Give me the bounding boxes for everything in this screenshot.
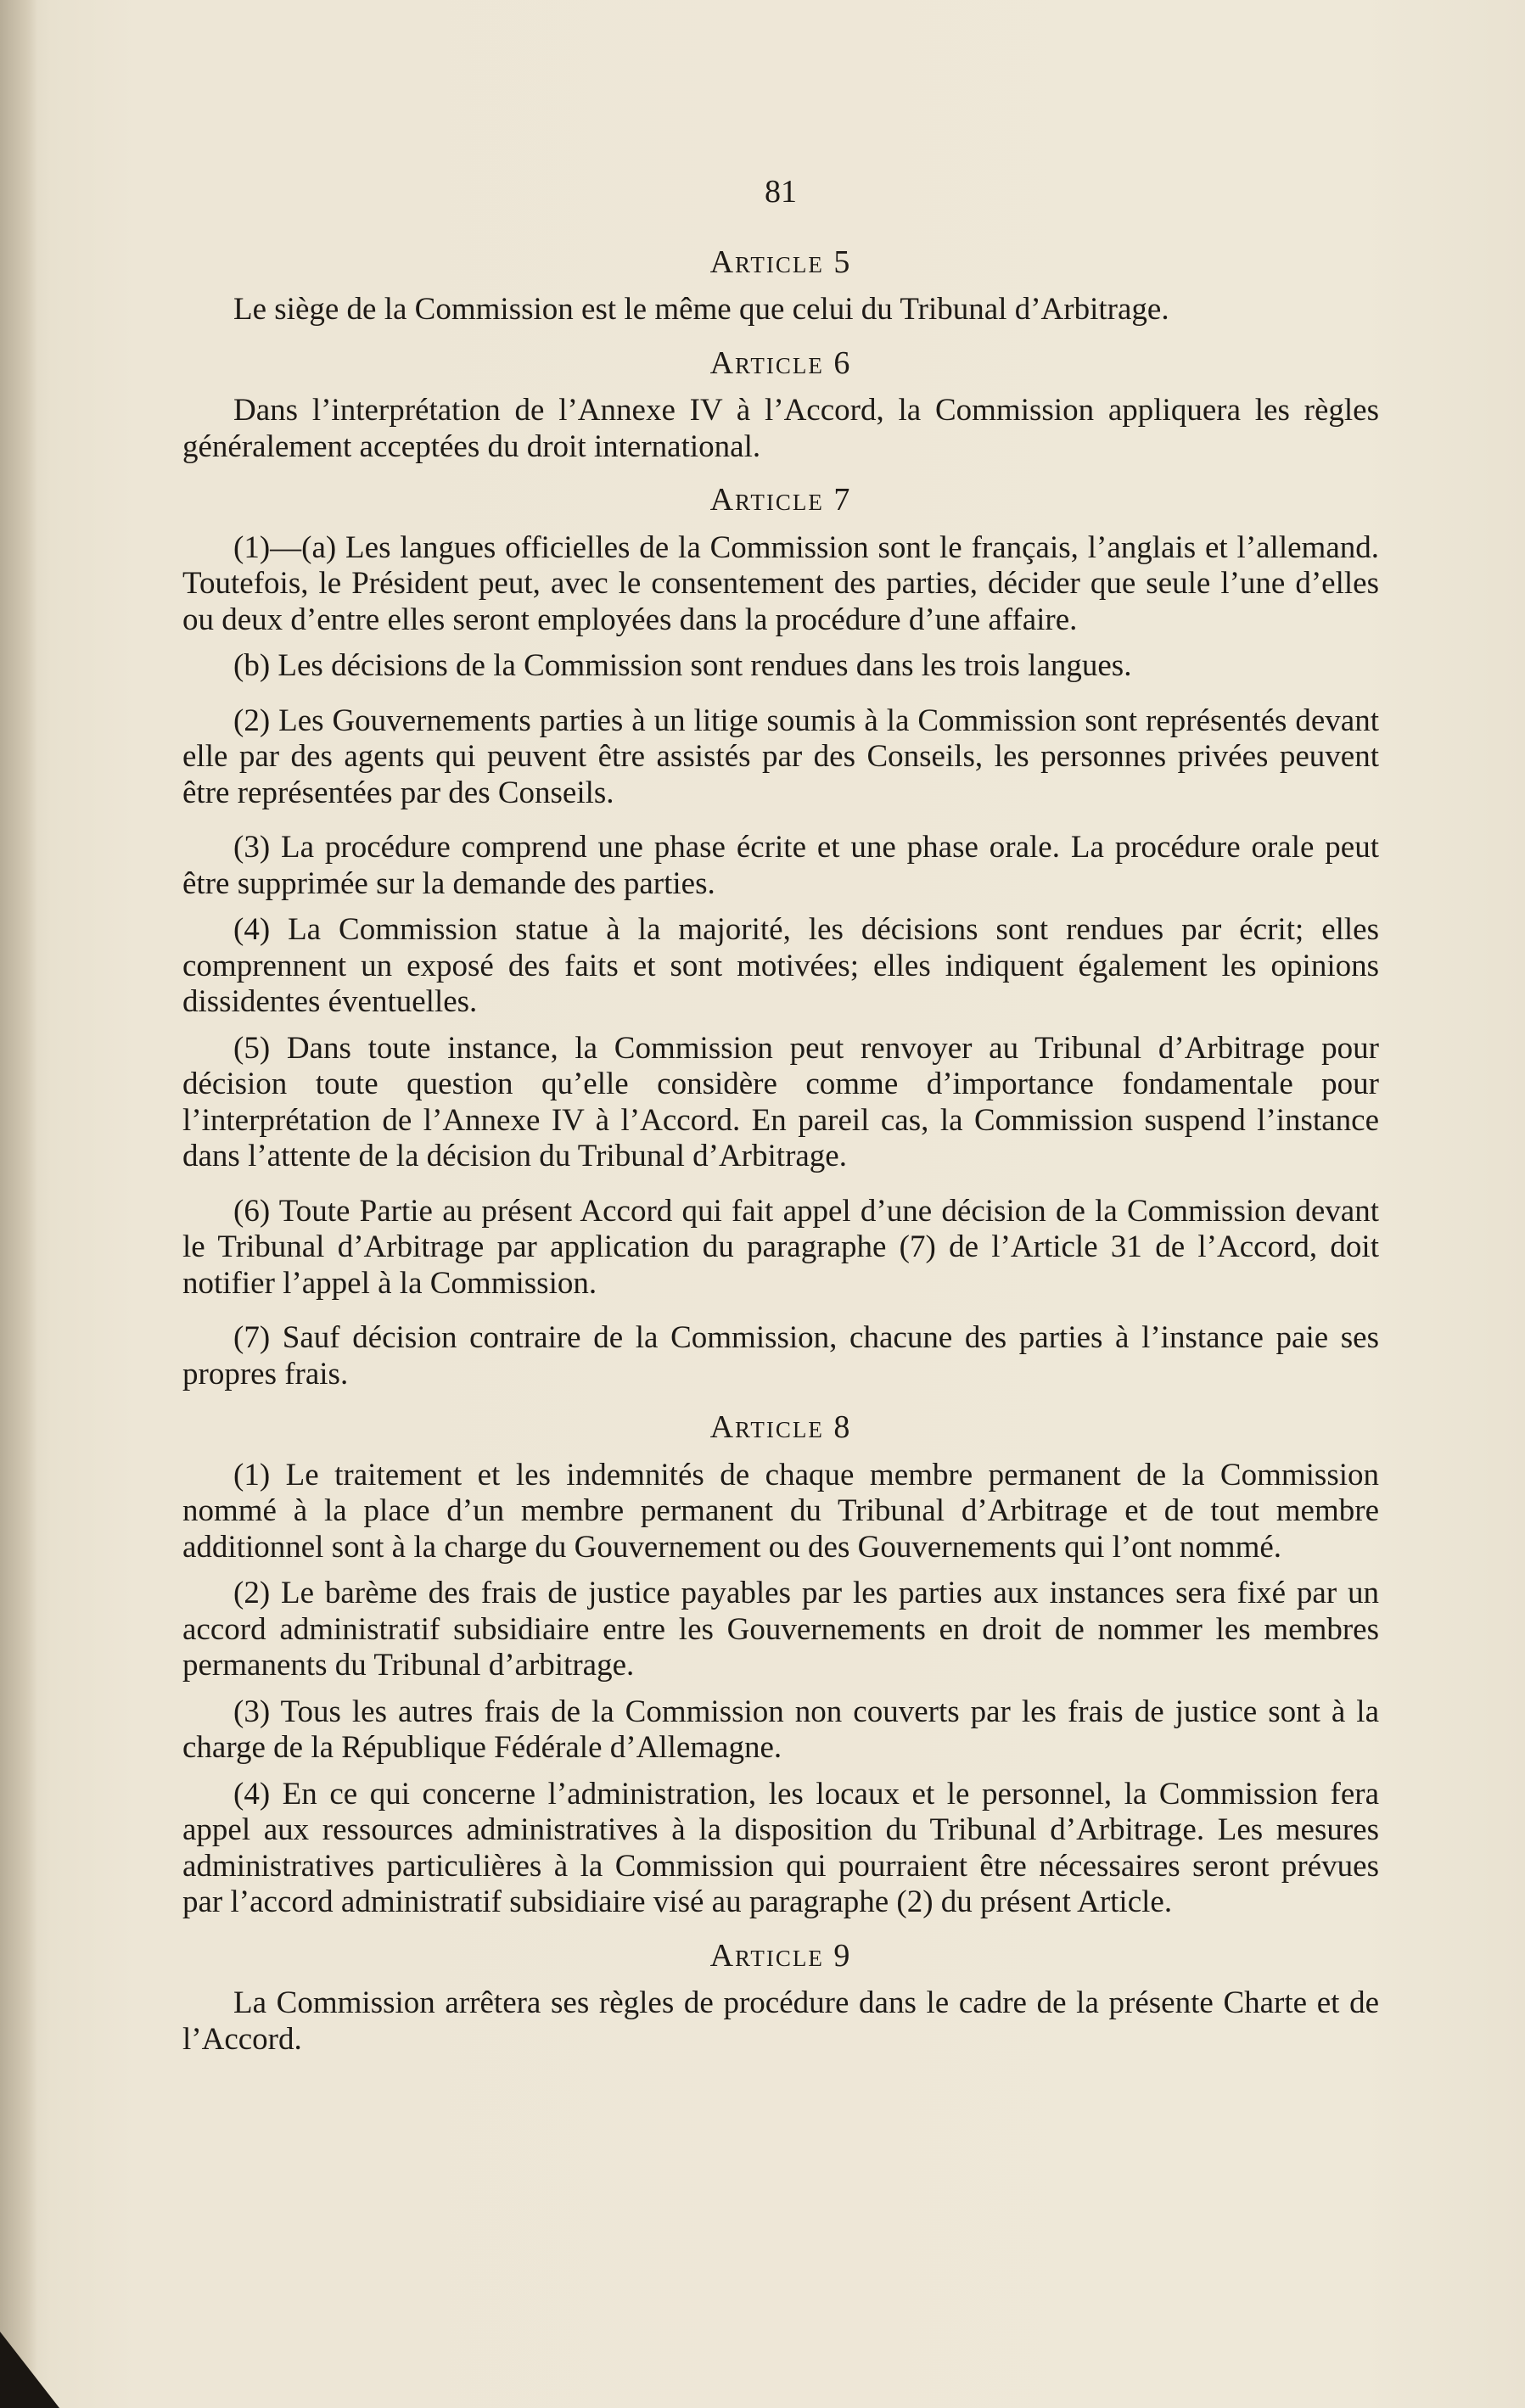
article-paragraph: (4) La Commission statue à la majorité, les décisions sont rendues par écrit; elles comprennent un exposé des faits et sont motivées; elles indiquent également les opinions dissidentes éventuelles.	[182, 912, 1379, 1019]
article-paragraph: (3) Tous les autres frais de la Commission non couverts par les frais de justice sont à la charge de la République Fédérale d’Allemagne.	[182, 1694, 1379, 1765]
page-content	[182, 174, 1379, 2068]
article-9	[182, 1938, 1379, 2058]
article-heading: Article 7	[709, 482, 852, 518]
article-heading: Article 8	[709, 1409, 852, 1445]
article-paragraph: (1)—(a) Les langues officielles de la Commission sont le français, l’anglais et l’allemand. Toutefois, le Président peut, avec le consentement des parties, décider que seule l’une d’elles ou deux d’entre elles seront employées dans la procédure d’une affaire.	[182, 529, 1379, 637]
article-6	[182, 345, 1379, 466]
article-paragraph: (4) En ce qui concerne l’administration, les locaux et le personnel, la Commission fera appel aux ressources administratives à la disposition du Tribunal d’Arbitrage. Les mesures administratives particulières à la Commission qui pourraient être nécessaires seront prévues par l’accord administratif subsidiaire visé au paragraphe (2) du présent Article.	[182, 1776, 1379, 1919]
article-paragraph: (7) Sauf décision contraire de la Commission, chacune des parties à l’instance paie ses propres frais.	[182, 1320, 1379, 1392]
article-paragraph: Dans l’interprétation de l’Annexe IV à l’Accord, la Commission appliquera les règles généralement acceptées du droit international.	[182, 393, 1379, 464]
article-paragraph: La Commission arrêtera ses règles de procédure dans le cadre de la présente Charte et de l’Accord.	[182, 1985, 1379, 2057]
article-paragraph: (5) Dans toute instance, la Commission peut renvoyer au Tribunal d’Arbitrage pour décision toute question qu’elle considère comme d’importance fondamentale pour l’interprétation de l’Annexe IV à l’Accord. En pareil cas, la Commission suspend l’instance dans l’attente de la décision du Tribunal d’Arbitrage.	[182, 1030, 1379, 1173]
article-heading: Article 6	[709, 344, 852, 381]
article-paragraph: (1) Le traitement et les indemnités de chaque membre permanent de la Commission nommé à la place d’un membre permanent du Tribunal d’Arbitrage et de tout membre additionnel sont à la charge du Gouvernement ou des Gouvernements qui l’ont nommé.	[182, 1457, 1379, 1565]
article-heading: Article 5	[709, 244, 852, 280]
article-paragraph: (2) Les Gouvernements parties à un litige soumis à la Commission sont représentés devant elle par des agents qui peuvent être assistés par des Conseils, les personnes privées peuvent être représentées par des Conseils.	[182, 703, 1379, 810]
article-paragraph: (2) Le barème des frais de justice payables par les parties aux instances sera fixé par un accord administratif subsidiaire entre les Gouvernements en droit de nommer les membres permanents du Tribunal d’arbitrage.	[182, 1576, 1379, 1683]
page-number: 81	[765, 174, 797, 210]
article-paragraph: (6) Toute Partie au présent Accord qui fait appel d’une décision de la Commission devant le Tribunal d’Arbitrage par application du paragraphe (7) de l’Article 31 de l’Accord, doit notifier l’appel à la Commission.	[182, 1193, 1379, 1301]
article-7	[182, 482, 1379, 1392]
article-5	[182, 244, 1379, 328]
article-heading: Article 9	[709, 1937, 852, 1974]
article-8	[182, 1409, 1379, 1921]
page-corner-shadow	[0, 2332, 59, 2408]
article-paragraph: (3) La procédure comprend une phase écrite et une phase orale. La procédure orale peut être supprimée sur la demande des parties.	[182, 830, 1379, 901]
article-paragraph: Le siège de la Commission est le même que celui du Tribunal d’Arbitrage.	[233, 292, 1169, 327]
article-paragraph: (b) Les décisions de la Commission sont rendues dans les trois langues.	[233, 648, 1132, 683]
book-gutter-shadow	[0, 0, 37, 2408]
